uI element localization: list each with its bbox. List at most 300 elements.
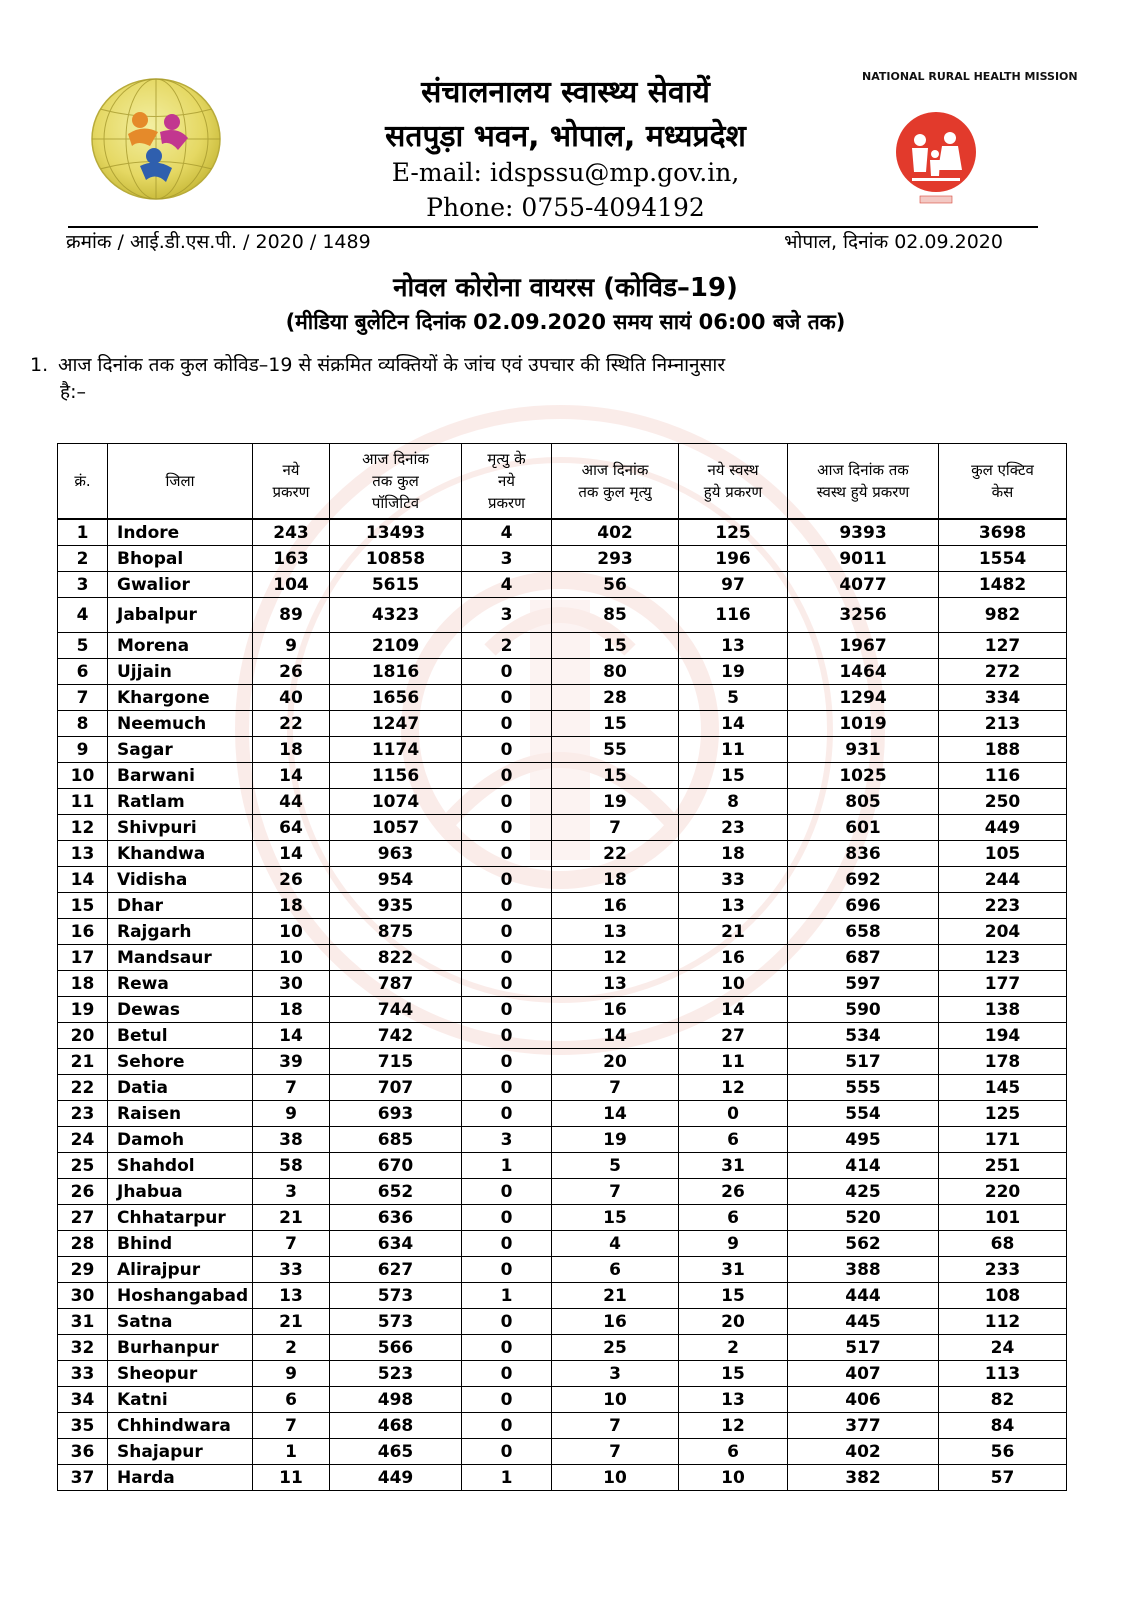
table-row: [58, 737, 1067, 763]
cell-new-deaths: 3: [462, 546, 552, 572]
cell-new-cases: 1: [253, 1439, 330, 1465]
cell-serial: 26: [58, 1179, 108, 1205]
table-row: [58, 763, 1067, 789]
cell-total-positive: 742: [330, 1023, 462, 1049]
cell-district: Mandsaur: [108, 945, 253, 971]
cell-active-cases: 116: [939, 763, 1067, 789]
cell-district: Datia: [108, 1075, 253, 1101]
cell-active-cases: 1482: [939, 572, 1067, 598]
table-row: [58, 919, 1067, 945]
cell-total-recovered: 597: [788, 971, 939, 997]
cell-active-cases: 449: [939, 815, 1067, 841]
header-new-cases-line: प्रकरण: [272, 483, 310, 501]
cell-new-recovered: 14: [679, 997, 788, 1023]
cell-new-cases: 14: [253, 763, 330, 789]
cell-total-recovered: 1967: [788, 633, 939, 659]
table-row: [58, 971, 1067, 997]
cell-new-cases: 39: [253, 1049, 330, 1075]
cell-total-deaths: 18: [552, 867, 679, 893]
cell-district: Morena: [108, 633, 253, 659]
cell-serial: 33: [58, 1361, 108, 1387]
table-row: [58, 711, 1067, 737]
cell-total-recovered: 534: [788, 1023, 939, 1049]
cell-total-recovered: 414: [788, 1153, 939, 1179]
cell-serial: 15: [58, 893, 108, 919]
cell-serial: 35: [58, 1413, 108, 1439]
cell-total-deaths: 28: [552, 685, 679, 711]
cell-total-deaths: 16: [552, 1309, 679, 1335]
cell-district: Rajgarh: [108, 919, 253, 945]
cell-serial: 11: [58, 789, 108, 815]
cell-new-recovered: 18: [679, 841, 788, 867]
cell-total-positive: 573: [330, 1309, 462, 1335]
cell-total-positive: 1656: [330, 685, 462, 711]
cell-new-cases: 58: [253, 1153, 330, 1179]
cell-new-recovered: 97: [679, 572, 788, 598]
table-row: [58, 1205, 1067, 1231]
header-total-positive: [330, 444, 462, 520]
cell-total-deaths: 20: [552, 1049, 679, 1075]
cell-new-deaths: 0: [462, 1075, 552, 1101]
cell-total-recovered: 1019: [788, 711, 939, 737]
cell-new-recovered: 26: [679, 1179, 788, 1205]
cell-total-recovered: 562: [788, 1231, 939, 1257]
cell-new-deaths: 0: [462, 867, 552, 893]
cell-new-deaths: 0: [462, 1205, 552, 1231]
header-total-positive-line: तक कुल: [372, 472, 419, 490]
header-total-recovered-line: स्वस्थ हुये प्रकरण: [816, 483, 910, 501]
cell-new-deaths: 3: [462, 1127, 552, 1153]
cell-new-deaths: 0: [462, 1335, 552, 1361]
cell-total-positive: 787: [330, 971, 462, 997]
cell-new-deaths: 1: [462, 1465, 552, 1491]
cell-new-deaths: 0: [462, 1387, 552, 1413]
intro-text-continued: है:–: [60, 381, 86, 403]
place-date: भोपाल, दिनांक 02.09.2020: [784, 231, 1003, 253]
cell-new-deaths: 0: [462, 893, 552, 919]
cell-active-cases: 272: [939, 659, 1067, 685]
cell-active-cases: 82: [939, 1387, 1067, 1413]
header-new-cases: [253, 444, 330, 520]
cell-new-recovered: 10: [679, 1465, 788, 1491]
cell-new-recovered: 13: [679, 893, 788, 919]
cell-total-positive: 1156: [330, 763, 462, 789]
cell-new-deaths: 0: [462, 737, 552, 763]
header-new-recovered-line: नये स्वस्थ: [707, 461, 759, 479]
cell-new-cases: 14: [253, 841, 330, 867]
cell-district: Ujjain: [108, 659, 253, 685]
table-row: [58, 789, 1067, 815]
cell-district: Jabalpur: [108, 598, 253, 633]
cell-new-deaths: 0: [462, 1231, 552, 1257]
cell-active-cases: 24: [939, 1335, 1067, 1361]
cell-active-cases: 204: [939, 919, 1067, 945]
cell-active-cases: 244: [939, 867, 1067, 893]
cell-serial: 25: [58, 1153, 108, 1179]
cell-new-cases: 18: [253, 997, 330, 1023]
cell-total-positive: 693: [330, 1101, 462, 1127]
header-total-deaths-line: तक कुल मृत्यु: [578, 483, 652, 501]
cell-serial: 36: [58, 1439, 108, 1465]
cell-district: Sehore: [108, 1049, 253, 1075]
cell-total-deaths: 3: [552, 1361, 679, 1387]
cell-serial: 17: [58, 945, 108, 971]
cell-district: Sheopur: [108, 1361, 253, 1387]
bulletin-title: नोवल कोरोना वायरस (कोविड–19): [393, 273, 738, 303]
cell-district: Dhar: [108, 893, 253, 919]
cell-new-deaths: 4: [462, 572, 552, 598]
cell-district: Katni: [108, 1387, 253, 1413]
cell-new-cases: 7: [253, 1231, 330, 1257]
cell-district: Shajapur: [108, 1439, 253, 1465]
cell-new-cases: 243: [253, 519, 330, 546]
cell-new-deaths: 0: [462, 971, 552, 997]
cell-total-deaths: 7: [552, 1075, 679, 1101]
cell-total-positive: 5615: [330, 572, 462, 598]
cell-new-recovered: 21: [679, 919, 788, 945]
bulletin-subtitle: (मीडिया बुलेटिन दिनांक 02.09.2020 समय सायं 06:00 बजे तक): [285, 310, 846, 334]
header-total-recovered: [788, 444, 939, 520]
table-row: [58, 546, 1067, 572]
cell-new-cases: 22: [253, 711, 330, 737]
header-new-deaths: [462, 444, 552, 520]
cell-serial: 37: [58, 1465, 108, 1491]
cell-active-cases: 223: [939, 893, 1067, 919]
cell-total-deaths: 16: [552, 997, 679, 1023]
cell-new-recovered: 27: [679, 1023, 788, 1049]
cell-district: Indore: [108, 519, 253, 546]
cell-total-positive: 10858: [330, 546, 462, 572]
cell-total-positive: 1074: [330, 789, 462, 815]
cell-new-deaths: 0: [462, 1179, 552, 1205]
cell-active-cases: 194: [939, 1023, 1067, 1049]
cell-new-cases: 21: [253, 1309, 330, 1335]
cell-new-recovered: 6: [679, 1127, 788, 1153]
cell-new-deaths: 0: [462, 659, 552, 685]
cell-district: Damoh: [108, 1127, 253, 1153]
cell-total-positive: 652: [330, 1179, 462, 1205]
header-serial: [58, 444, 108, 520]
cell-total-deaths: 80: [552, 659, 679, 685]
intro-number: 1.: [30, 354, 49, 376]
cell-new-recovered: 6: [679, 1439, 788, 1465]
cell-serial: 27: [58, 1205, 108, 1231]
cell-total-recovered: 517: [788, 1335, 939, 1361]
cell-total-recovered: 4077: [788, 572, 939, 598]
cell-new-recovered: 5: [679, 685, 788, 711]
cell-active-cases: 178: [939, 1049, 1067, 1075]
header-active-cases-line: कुल एक्टिव: [971, 461, 1034, 479]
cell-active-cases: 56: [939, 1439, 1067, 1465]
cell-active-cases: 108: [939, 1283, 1067, 1309]
cell-district: Shahdol: [108, 1153, 253, 1179]
table-row: [58, 1023, 1067, 1049]
cell-total-recovered: 601: [788, 815, 939, 841]
table-body: [58, 519, 1067, 1491]
cell-district: Gwalior: [108, 572, 253, 598]
cell-new-cases: 104: [253, 572, 330, 598]
cell-total-positive: 465: [330, 1439, 462, 1465]
cell-serial: 1: [58, 519, 108, 546]
table-row: [58, 1439, 1067, 1465]
header-new-deaths-line: मृत्यु के: [487, 450, 526, 468]
table-row: [58, 893, 1067, 919]
header-new-recovered: [679, 444, 788, 520]
cell-total-positive: 523: [330, 1361, 462, 1387]
cell-new-deaths: 0: [462, 1023, 552, 1049]
cell-total-positive: 1057: [330, 815, 462, 841]
cell-total-recovered: 805: [788, 789, 939, 815]
cell-serial: 23: [58, 1101, 108, 1127]
cell-district: Harda: [108, 1465, 253, 1491]
cell-total-recovered: 402: [788, 1439, 939, 1465]
cell-total-positive: 1816: [330, 659, 462, 685]
cell-new-cases: 33: [253, 1257, 330, 1283]
cell-district: Dewas: [108, 997, 253, 1023]
cell-total-deaths: 293: [552, 546, 679, 572]
cell-new-recovered: 14: [679, 711, 788, 737]
cell-total-recovered: 1025: [788, 763, 939, 789]
cell-new-deaths: 0: [462, 841, 552, 867]
cell-total-recovered: 554: [788, 1101, 939, 1127]
cell-new-recovered: 196: [679, 546, 788, 572]
cell-new-cases: 44: [253, 789, 330, 815]
table-row: [58, 997, 1067, 1023]
cell-active-cases: 220: [939, 1179, 1067, 1205]
cell-new-cases: 10: [253, 919, 330, 945]
cell-total-positive: 627: [330, 1257, 462, 1283]
table-row: [58, 659, 1067, 685]
cell-district: Hoshangabad: [108, 1283, 253, 1309]
table-row: [58, 1257, 1067, 1283]
cell-new-recovered: 15: [679, 1283, 788, 1309]
cell-district: Raisen: [108, 1101, 253, 1127]
cell-new-deaths: 0: [462, 1049, 552, 1075]
cell-serial: 32: [58, 1335, 108, 1361]
cell-district: Barwani: [108, 763, 253, 789]
cell-active-cases: 123: [939, 945, 1067, 971]
table-header-row: [58, 444, 1067, 520]
cell-total-deaths: 12: [552, 945, 679, 971]
cell-new-cases: 9: [253, 633, 330, 659]
cell-new-recovered: 9: [679, 1231, 788, 1257]
cell-total-deaths: 10: [552, 1387, 679, 1413]
cell-total-deaths: 22: [552, 841, 679, 867]
cell-new-recovered: 31: [679, 1153, 788, 1179]
cell-new-deaths: 0: [462, 789, 552, 815]
cell-new-cases: 18: [253, 893, 330, 919]
org-name: संचालनालय स्वास्थ्य सेवायें: [421, 75, 710, 110]
cell-total-positive: 715: [330, 1049, 462, 1075]
idsp-logo: [88, 74, 224, 204]
cell-active-cases: 334: [939, 685, 1067, 711]
cell-active-cases: 125: [939, 1101, 1067, 1127]
cell-total-positive: 468: [330, 1413, 462, 1439]
cell-active-cases: 145: [939, 1075, 1067, 1101]
cell-serial: 16: [58, 919, 108, 945]
cell-serial: 34: [58, 1387, 108, 1413]
cell-serial: 14: [58, 867, 108, 893]
table-row: [58, 1231, 1067, 1257]
cell-total-deaths: 10: [552, 1465, 679, 1491]
cell-total-recovered: 388: [788, 1257, 939, 1283]
cell-total-deaths: 16: [552, 893, 679, 919]
cell-new-deaths: 0: [462, 1361, 552, 1387]
cell-new-deaths: 0: [462, 685, 552, 711]
cell-active-cases: 127: [939, 633, 1067, 659]
org-address: सतपुड़ा भवन, भोपाल, मध्यप्रदेश: [385, 119, 746, 154]
cell-total-deaths: 55: [552, 737, 679, 763]
cell-total-deaths: 15: [552, 633, 679, 659]
cell-district: Satna: [108, 1309, 253, 1335]
cell-total-recovered: 1294: [788, 685, 939, 711]
cell-new-deaths: 0: [462, 945, 552, 971]
cell-total-recovered: 517: [788, 1049, 939, 1075]
cell-total-positive: 566: [330, 1335, 462, 1361]
header-new-cases-line: नये: [282, 461, 300, 479]
cell-active-cases: 233: [939, 1257, 1067, 1283]
cell-total-deaths: 56: [552, 572, 679, 598]
cell-total-recovered: 382: [788, 1465, 939, 1491]
cell-total-positive: 822: [330, 945, 462, 971]
cell-new-deaths: 3: [462, 598, 552, 633]
cell-new-cases: 6: [253, 1387, 330, 1413]
cell-total-positive: 4323: [330, 598, 462, 633]
cell-new-recovered: 19: [679, 659, 788, 685]
table-row: [58, 1127, 1067, 1153]
cell-new-cases: 11: [253, 1465, 330, 1491]
cell-active-cases: 1554: [939, 546, 1067, 572]
cell-total-deaths: 15: [552, 711, 679, 737]
cell-district: Alirajpur: [108, 1257, 253, 1283]
cell-serial: 13: [58, 841, 108, 867]
cell-active-cases: 68: [939, 1231, 1067, 1257]
header-new-deaths-line: नये: [497, 472, 516, 490]
cell-total-deaths: 25: [552, 1335, 679, 1361]
district-status-table: [57, 443, 1067, 1491]
cell-new-cases: 21: [253, 1205, 330, 1231]
cell-total-positive: 634: [330, 1231, 462, 1257]
cell-district: Neemuch: [108, 711, 253, 737]
cell-total-positive: 875: [330, 919, 462, 945]
cell-new-recovered: 13: [679, 633, 788, 659]
cell-new-recovered: 2: [679, 1335, 788, 1361]
cell-new-cases: 18: [253, 737, 330, 763]
table-row: [58, 1075, 1067, 1101]
cell-total-deaths: 402: [552, 519, 679, 546]
cell-total-deaths: 13: [552, 919, 679, 945]
header-new-deaths-line: प्रकरण: [487, 494, 526, 512]
header-active-cases: [939, 444, 1067, 520]
cell-total-positive: 13493: [330, 519, 462, 546]
cell-total-deaths: 19: [552, 789, 679, 815]
cell-new-deaths: 0: [462, 919, 552, 945]
cell-new-cases: 38: [253, 1127, 330, 1153]
table-row: [58, 633, 1067, 659]
cell-active-cases: 57: [939, 1465, 1067, 1491]
cell-new-deaths: 0: [462, 711, 552, 737]
cell-total-positive: 963: [330, 841, 462, 867]
cell-active-cases: 112: [939, 1309, 1067, 1335]
cell-total-recovered: 692: [788, 867, 939, 893]
cell-serial: 10: [58, 763, 108, 789]
cell-district: Khandwa: [108, 841, 253, 867]
cell-new-recovered: 13: [679, 1387, 788, 1413]
cell-active-cases: 84: [939, 1413, 1067, 1439]
cell-new-cases: 163: [253, 546, 330, 572]
cell-district: Betul: [108, 1023, 253, 1049]
header-district-line: जिला: [165, 472, 195, 490]
cell-serial: 22: [58, 1075, 108, 1101]
cell-new-deaths: 0: [462, 1439, 552, 1465]
cell-new-recovered: 15: [679, 763, 788, 789]
cell-total-recovered: 407: [788, 1361, 939, 1387]
cell-serial: 19: [58, 997, 108, 1023]
cell-new-recovered: 33: [679, 867, 788, 893]
cell-new-deaths: 0: [462, 1309, 552, 1335]
cell-total-recovered: 658: [788, 919, 939, 945]
cell-total-recovered: 445: [788, 1309, 939, 1335]
cell-total-positive: 2109: [330, 633, 462, 659]
cell-total-recovered: 696: [788, 893, 939, 919]
cell-new-recovered: 31: [679, 1257, 788, 1283]
org-phone: Phone: 0755-4094192: [426, 193, 705, 222]
cell-active-cases: 113: [939, 1361, 1067, 1387]
cell-serial: 9: [58, 737, 108, 763]
cell-total-deaths: 14: [552, 1101, 679, 1127]
reference-number: क्रमांक / आई.डी.एस.पी. / 2020 / 1489: [66, 231, 371, 253]
cell-new-recovered: 12: [679, 1413, 788, 1439]
intro-paragraph: [30, 352, 1040, 406]
cell-new-cases: 9: [253, 1361, 330, 1387]
cell-total-deaths: 5: [552, 1153, 679, 1179]
cell-serial: 4: [58, 598, 108, 633]
header-new-recovered-line: हुये प्रकरण: [703, 483, 763, 501]
cell-serial: 28: [58, 1231, 108, 1257]
header-total-positive-line: आज दिनांक: [362, 450, 429, 468]
cell-new-deaths: 1: [462, 1283, 552, 1309]
cell-active-cases: 105: [939, 841, 1067, 867]
header-serial-line: क्रं.: [74, 472, 91, 490]
cell-total-recovered: 425: [788, 1179, 939, 1205]
table-row: [58, 841, 1067, 867]
cell-total-deaths: 19: [552, 1127, 679, 1153]
cell-serial: 29: [58, 1257, 108, 1283]
cell-active-cases: 982: [939, 598, 1067, 633]
cell-new-deaths: 0: [462, 815, 552, 841]
table-row: [58, 1309, 1067, 1335]
cell-new-recovered: 11: [679, 1049, 788, 1075]
cell-new-cases: 3: [253, 1179, 330, 1205]
cell-new-recovered: 116: [679, 598, 788, 633]
cell-total-deaths: 7: [552, 815, 679, 841]
cell-total-positive: 670: [330, 1153, 462, 1179]
table-row: [58, 1335, 1067, 1361]
header-total-positive-line: पॉजिटिव: [371, 494, 420, 512]
cell-total-positive: 573: [330, 1283, 462, 1309]
cell-district: Khargone: [108, 685, 253, 711]
cell-active-cases: 177: [939, 971, 1067, 997]
table-row: [58, 1361, 1067, 1387]
cell-total-positive: 935: [330, 893, 462, 919]
cell-new-recovered: 20: [679, 1309, 788, 1335]
intro-text: आज दिनांक तक कुल कोविड–19 से संक्रमित व्यक्तियों के जांच एवं उपचार की स्थिति निम्नानुसार: [58, 354, 726, 376]
cell-active-cases: 101: [939, 1205, 1067, 1231]
table-row: [58, 945, 1067, 971]
cell-active-cases: 171: [939, 1127, 1067, 1153]
table-row: [58, 685, 1067, 711]
cell-active-cases: 188: [939, 737, 1067, 763]
